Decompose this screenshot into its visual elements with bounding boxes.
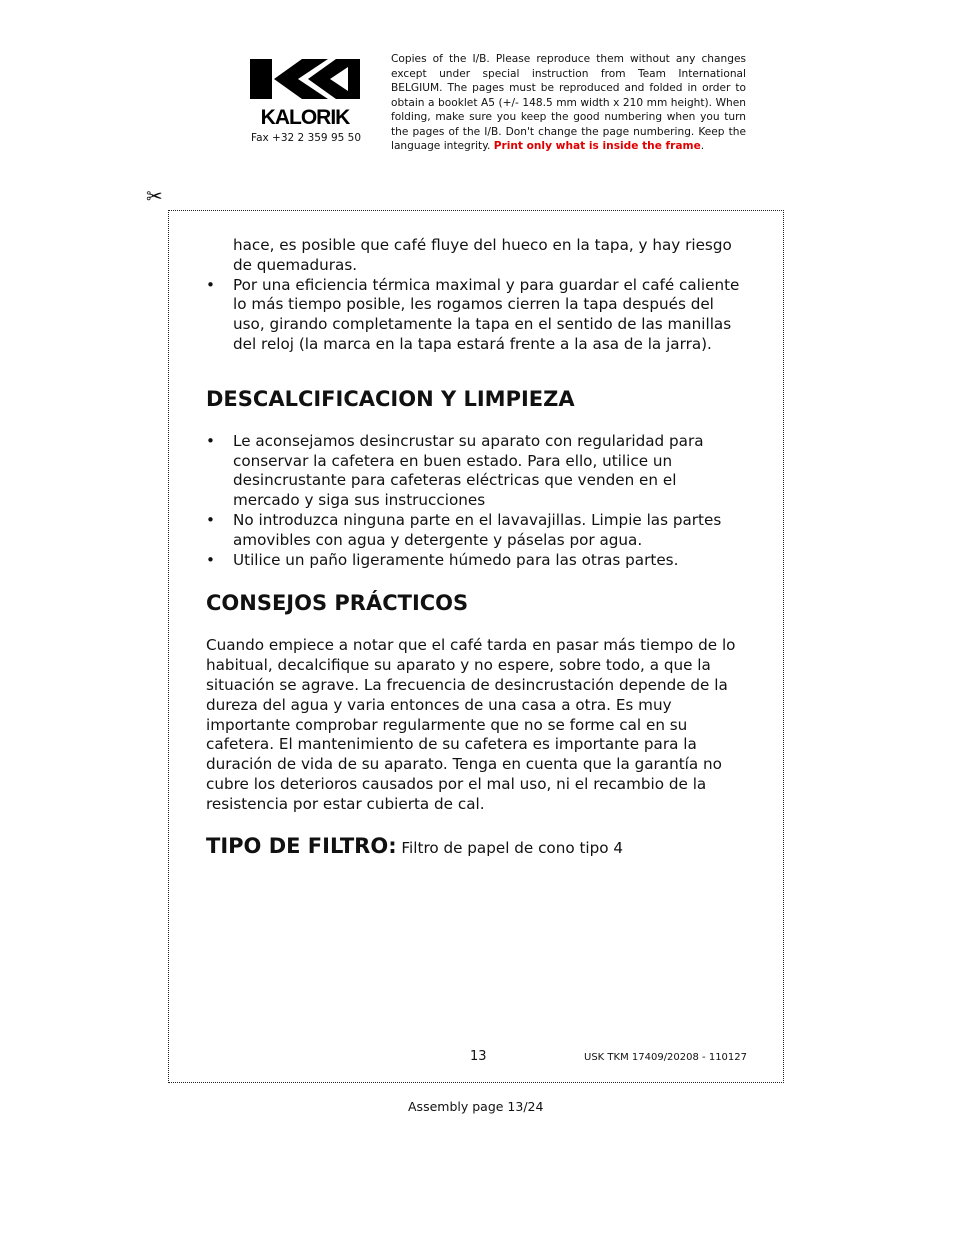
assembly-page: Assembly page 13/24 — [408, 1099, 544, 1114]
list-item — [206, 432, 746, 511]
section-title-consejos: CONSEJOS PRÁCTICOS — [206, 591, 469, 616]
page-number: 13 — [470, 1049, 487, 1064]
list-item-text: No introduzca ninguna parte en el lavavajillas. Limpie las partes amovibles con agua y detergente y páselas por agua. — [233, 510, 722, 549]
bullet-list-top — [206, 276, 746, 355]
bullet-icon: • — [206, 431, 215, 450]
section-title-descalcificacion: DESCALCIFICACION Y LIMPIEZA — [206, 386, 575, 411]
continued-text: hace, es posible que café fluye del hueco en la tapa, y hay riesgo de quemaduras. — [233, 236, 732, 274]
list-item — [206, 551, 746, 571]
list-item — [206, 511, 746, 551]
list-item — [206, 276, 746, 355]
printing-notice — [391, 52, 746, 154]
notice-text: Copies of the I/B. Please reproduce them without any changes except under special instruction from Team International BELGIUM. The pages must be reproduced and folded in order to obtain a booklet A5 (+/- 148.5 mm width x 210 mm height). When folding, make sure you keep the good numbering when you turn the pages of the I/B. Don't change the page numbering. Keep the language integrity. — [391, 53, 746, 152]
filter-text: Filtro de papel de cono tipo 4 — [396, 838, 624, 857]
document-code: USK TKM 17409/20208 - 110127 — [584, 1052, 748, 1063]
logo-wordmark: KALORIK — [260, 106, 350, 128]
list-item-text: Utilice un paño ligeramente húmedo para las otras partes. — [233, 550, 679, 569]
kalorik-logo — [250, 56, 360, 128]
bullet-list-descalcificacion — [206, 432, 746, 571]
notice-highlight: Print only what is inside the frame — [493, 140, 701, 152]
filter-type — [206, 833, 746, 859]
list-item-text: Por una eficiencia térmica maximal y para guardar el café caliente lo más tiempo posible, les rogamos cierren la tapa después del uso, girando completamente la tapa en el sentido de las manillas del reloj (la marca en la tapa estará frente a la asa de la jarra). — [233, 275, 740, 353]
page-content — [206, 236, 746, 858]
notice-end: . — [700, 140, 705, 152]
section-paragraph-consejos: Cuando empiece a notar que el café tarda en pasar más tiempo de lo habitual, decalcifique su aparato y no espere, sobre todo, a que la situación se agrave. La frecuencia de desincrustación depende de la dureza del agua y varia entonces de una casa a otra. Es muy importante comprobar regularmente que no se forme cal en su cafetera. El mantenimiento de su cafetera es importante para la duración de vida de su aparato. Tenga en cuenta que la garantía no cubre los deterioros causados por el mal uso, ni el recambio de la resistencia por estar cubierta de cal. — [206, 636, 736, 813]
filter-title: TIPO DE FILTRO: — [206, 833, 397, 858]
bullet-icon: • — [206, 275, 215, 294]
fax-number: Fax +32 2 359 95 50 — [251, 132, 362, 144]
bullet-icon: • — [206, 550, 215, 569]
bullet-icon: • — [206, 510, 215, 529]
list-item-text: Le aconsejamos desincrustar su aparato con regularidad para conservar la cafetera en buen estado. Para ello, utilice un desincrustante para cafeteras eléctricas que venden en el mercado y siga sus instrucciones — [233, 431, 704, 510]
scissors-icon: ✂ — [146, 184, 163, 208]
